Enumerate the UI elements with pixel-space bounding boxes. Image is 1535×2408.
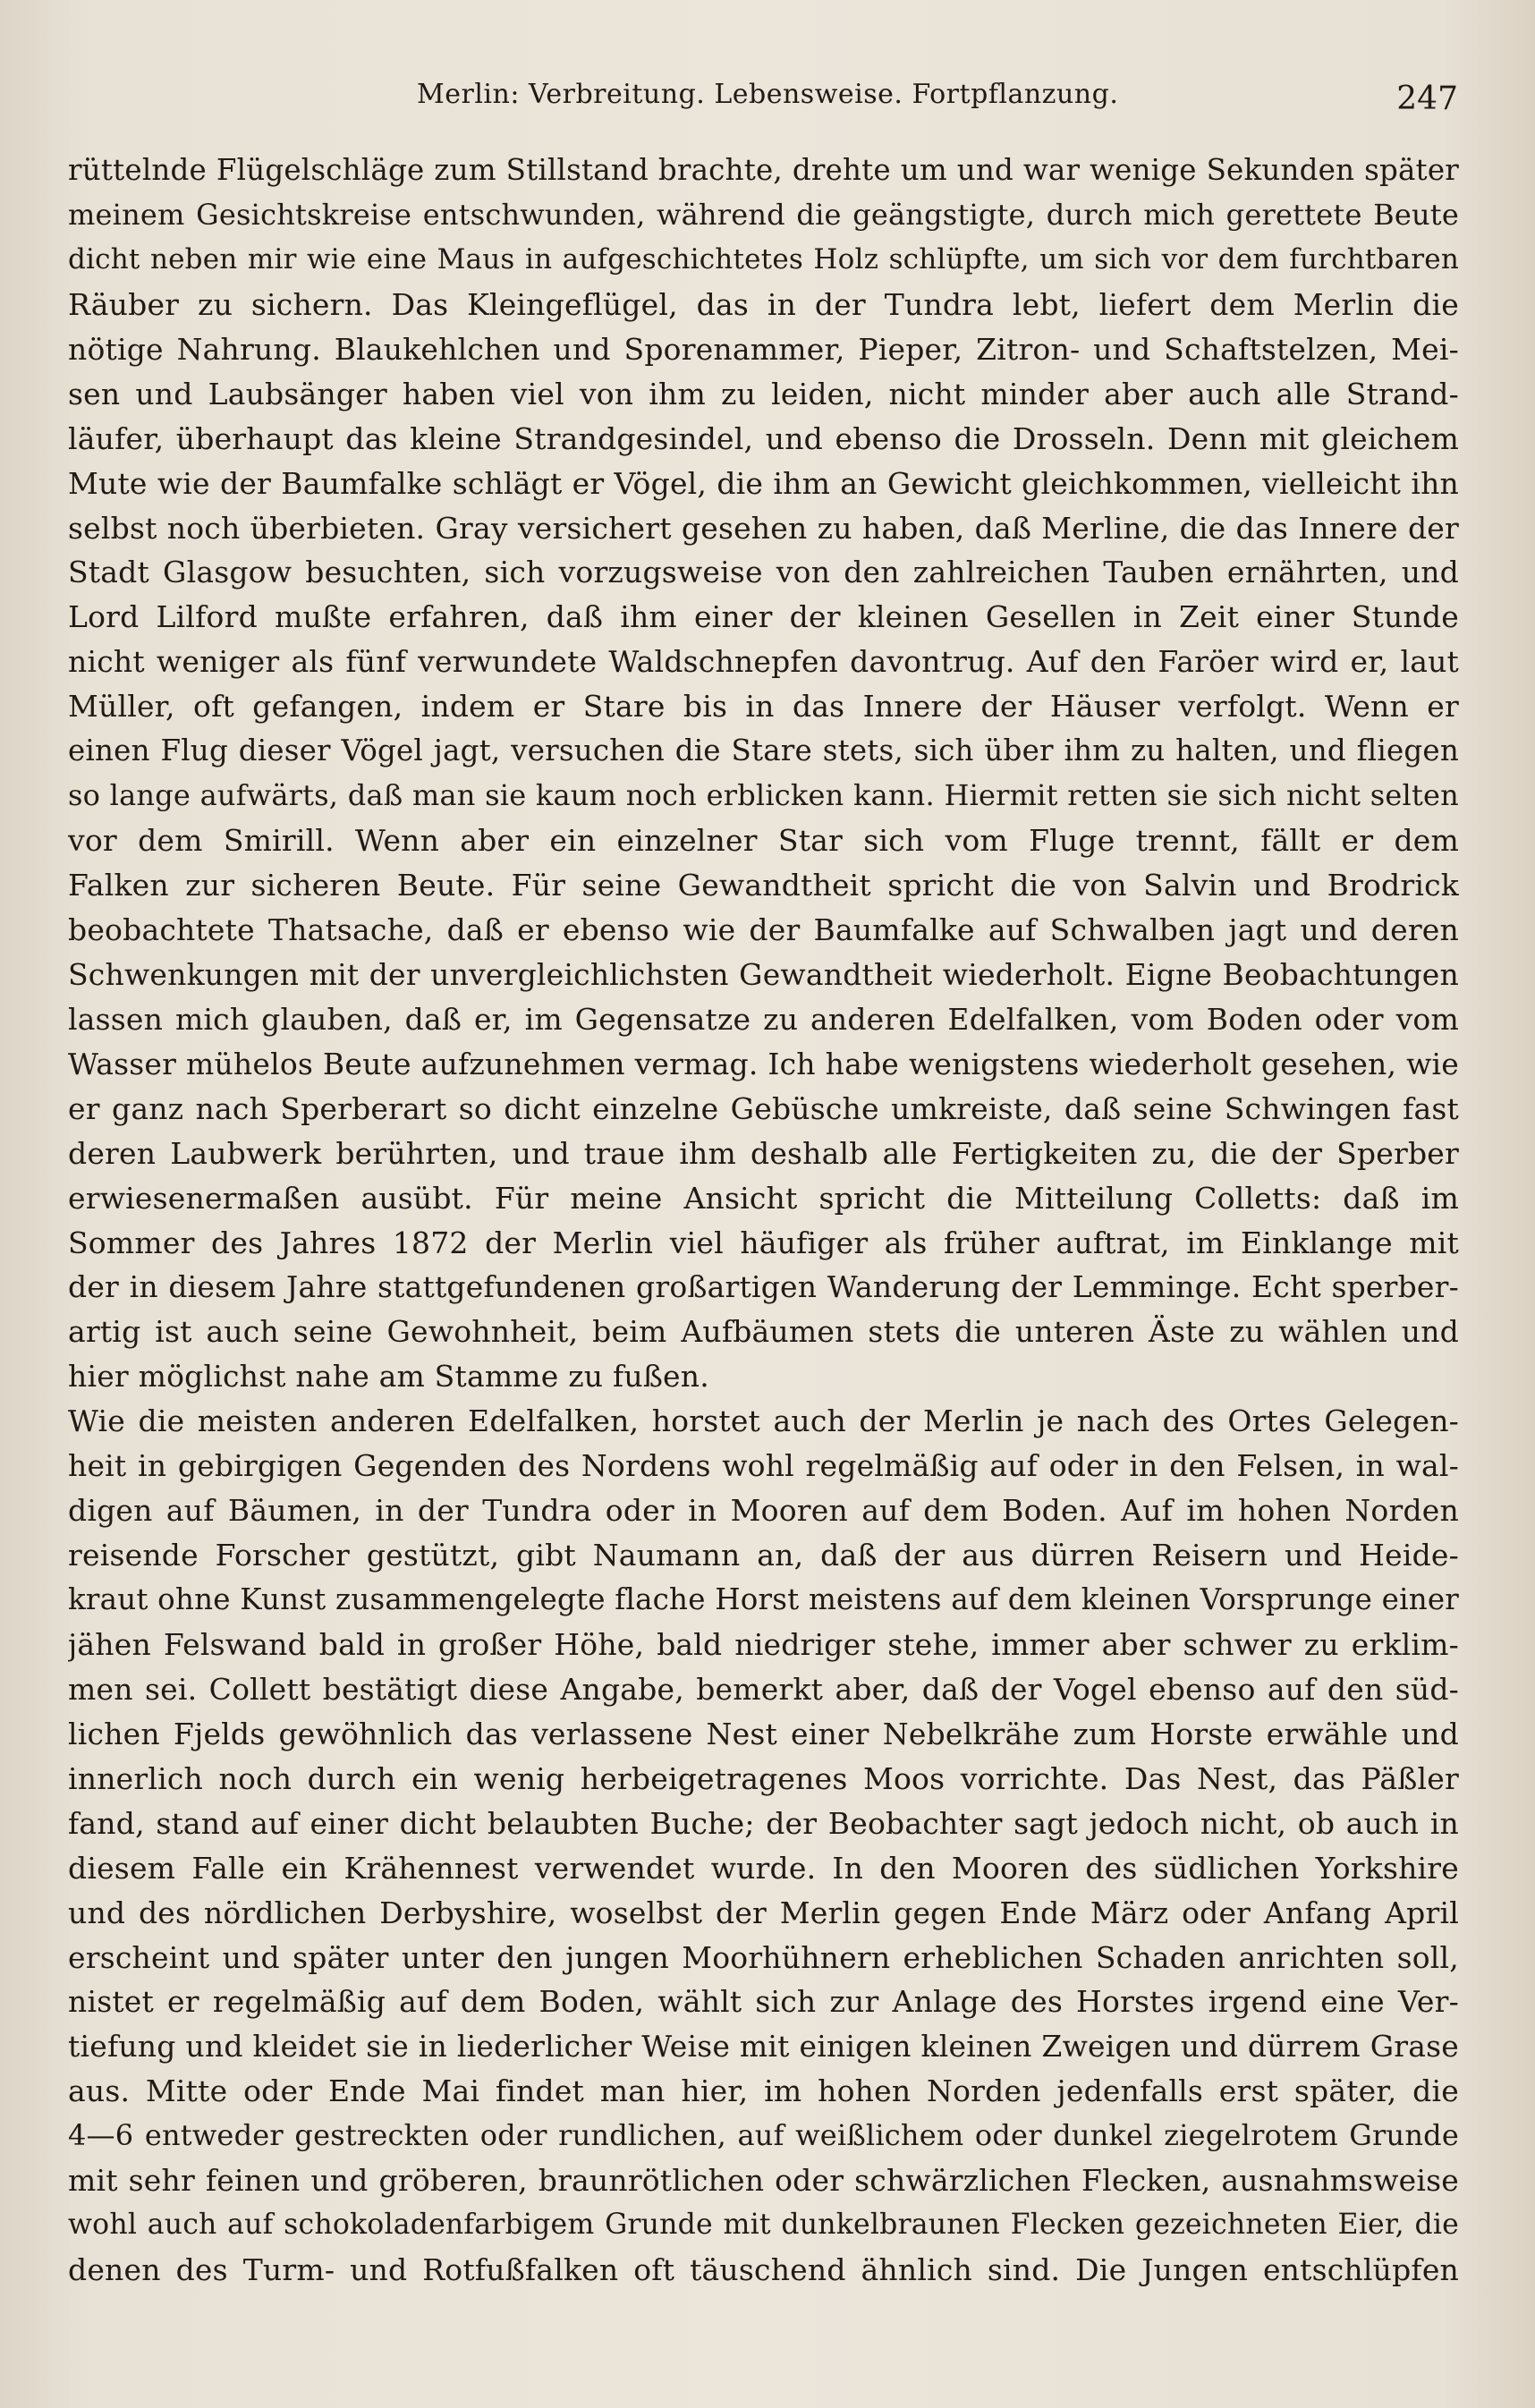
text-line: digen auf Bäumen, in der Tundra oder in Mooren auf dem Boden. Auf im hohen Norden [68, 1493, 1459, 1529]
text-line: vor dem Smirill. Wenn aber ein einzelner Star sich vom Fluge trennt, fällt er dem [68, 823, 1459, 859]
text-line: lassen mich glauben, daß er, im Gegensatze zu anderen Edelfalken, vom Boden oder vom [68, 1001, 1459, 1037]
text-line: und des nördlichen Derbyshire, woselbst der Merlin gegen Ende März oder Anfang April [68, 1895, 1459, 1930]
text-line: 4—6 entweder gestreckten oder rundlichen, auf weißlichem oder dunkel ziegelrotem Grunde [68, 2118, 1459, 2153]
text-line: sen und Laubsänger haben viel von ihm zu leiden, nicht minder aber auch alle Strand- [68, 376, 1459, 411]
text-line: artig ist auch seine Gewohnheit, beim Aufbäumen stets die unteren Äste zu wählen und [68, 1314, 1459, 1350]
text-line: reisende Forscher gestützt, gibt Naumann an, daß der aus dürren Reisern und Heide- [68, 1538, 1459, 1573]
text-line: Stadt Glasgow besuchten, sich vorzugsweise von den zahlreichen Tauben ernährten, und [68, 555, 1459, 590]
text-line: wohl auch auf schokoladenfarbigem Grunde mit dunkelbraunen Flecken gezeichneten Eier, die [68, 2209, 1459, 2242]
text-line: so lange aufwärts, daß man sie kaum noch erblicken kann. Hiermit retten sie sich nicht selten [68, 778, 1459, 813]
page-header [68, 73, 1458, 127]
text-line: hier möglichst nahe am Stamme zu fußen. [68, 1359, 709, 1395]
text-line: Wie die meisten anderen Edelfalken, horstet auch der Merlin je nach des Ortes Gelegen- [68, 1403, 1459, 1439]
text-line: nötige Nahrung. Blaukehlchen und Sporenammer, Pieper, Zitron- und Schaftstelzen, Mei- [68, 331, 1459, 367]
text-line: erwiesenermaßen ausübt. Für meine Ansicht spricht die Mitteilung Colletts: daß im [68, 1180, 1459, 1216]
text-line: er ganz nach Sperberart so dicht einzelne Gebüsche umkreiste, daß seine Schwingen fast [68, 1090, 1459, 1126]
text-line: men sei. Collett bestätigt diese Angabe, bemerkt aber, daß der Vogel ebenso auf den süd- [68, 1671, 1459, 1707]
text-line: diesem Falle ein Krähennest verwendet wurde. In den Mooren des südlichen Yorkshire [68, 1850, 1459, 1886]
text-line: Falken zur sicheren Beute. Für seine Gewandtheit spricht die von Salvin und Brodrick [68, 868, 1459, 903]
text-line: Wasser mühelos Beute aufzunehmen vermag. Ich habe wenigstens wiederholt gesehen, wie [68, 1046, 1459, 1081]
page-number: 247 [1396, 81, 1458, 117]
body-text [68, 148, 1459, 2293]
text-line: der in diesem Jahre stattgefundenen großartigen Wanderung der Lemminge. Echt sperber- [68, 1269, 1459, 1305]
text-line: nistet er regelmäßig auf dem Boden, wählt sich zur Anlage des Horstes irgend eine Ver- [68, 1984, 1459, 2020]
text-line: nicht weniger als fünf verwundete Waldschnepfen davontrug. Auf den Faröer wird er, laut [68, 644, 1459, 680]
text-line: tiefung und kleidet sie in liederlicher Weise mit einigen kleinen Zweigen und dürrem Grase [68, 2029, 1459, 2065]
text-line: innerlich noch durch ein wenig herbeigetragenes Moos vorrichte. Das Nest, das Päßler [68, 1760, 1459, 1796]
text-line: Schwenkungen mit der unvergleichlichsten Gewandtheit wiederholt. Eigne Beobachtungen [68, 956, 1459, 992]
text-line: einen Flug dieser Vögel jagt, versuchen die Stare stets, sich über ihm zu halten, und fliegen [68, 733, 1459, 768]
text-line: aus. Mitte oder Ende Mai findet man hier, im hohen Norden jedenfalls erst später, die [68, 2073, 1459, 2109]
text-line: Sommer des Jahres 1872 der Merlin viel häufiger als früher auftrat, im Einklange mit [68, 1225, 1459, 1260]
text-line: fand, stand auf einer dicht belaubten Buche; der Beobachter sagt jedoch nicht, ob auch in [68, 1805, 1459, 1841]
text-line: rüttelnde Flügelschläge zum Stillstand brachte, drehte um und war wenige Sekunden später [68, 153, 1459, 187]
text-line: dicht neben mir wie eine Maus in aufgeschichtetes Holz schlüpfte, um sich vor dem furchtbaren [68, 242, 1459, 276]
running-title: Merlin: Verbreitung. Lebensweise. Fortpflanzung. [417, 79, 1119, 110]
text-line: deren Laubwerk berührten, und traue ihm deshalb alle Fertigkeiten zu, die der Sperber [68, 1135, 1459, 1171]
text-line: jähen Felswand bald in großer Höhe, bald niedriger stehe, immer aber schwer zu erklim- [68, 1626, 1459, 1662]
text-line: selbst noch überbieten. Gray versichert gesehen zu haben, daß Merline, die das Innere der [68, 510, 1459, 546]
text-line: heit in gebirgigen Gegenden des Nordens wohl regelmäßig auf oder in den Felsen, in wal- [68, 1448, 1459, 1484]
text-line: Müller, oft gefangen, indem er Stare bis in das Innere der Häuser verfolgt. Wenn er [68, 689, 1459, 725]
text-line: denen des Turm- und Rotfußfalken oft täuschend ähnlich sind. Die Jungen entschlüpfen [68, 2252, 1459, 2288]
text-line: läufer, überhaupt das kleine Strandgesindel, und ebenso die Drosseln. Denn mit gleichem [68, 420, 1459, 456]
text-line: beobachtete Thatsache, daß er ebenso wie der Baumfalke auf Schwalben jagt und deren [68, 911, 1459, 947]
text-line: kraut ohne Kunst zusammengelegte flache Horst meistens auf dem kleinen Vorsprunge einer [68, 1582, 1459, 1616]
text-line: mit sehr feinen und gröberen, braunrötlichen oder schwärzlichen Flecken, ausnahmsweise [68, 2163, 1459, 2199]
text-line: lichen Fjelds gewöhnlich das verlassene Nest einer Nebelkrähe zum Horste erwähle und [68, 1716, 1459, 1751]
text-line: Lord Lilford mußte erfahren, daß ihm einer der kleinen Gesellen in Zeit einer Stunde [68, 599, 1459, 635]
text-line: Räuber zu sichern. Das Kleingeflügel, das in der Tundra lebt, liefert dem Merlin die [68, 286, 1459, 322]
text-line: Mute wie der Baumfalke schlägt er Vögel, die ihm an Gewicht gleichkommen, vielleicht ihn [68, 465, 1459, 501]
text-line: erscheint und später unter den jungen Moorhühnern erheblichen Schaden anrichten soll, [68, 1939, 1459, 1975]
text-line: meinem Gesichtskreise entschwunden, während die geängstigte, durch mich gerettete Beute [68, 197, 1459, 232]
